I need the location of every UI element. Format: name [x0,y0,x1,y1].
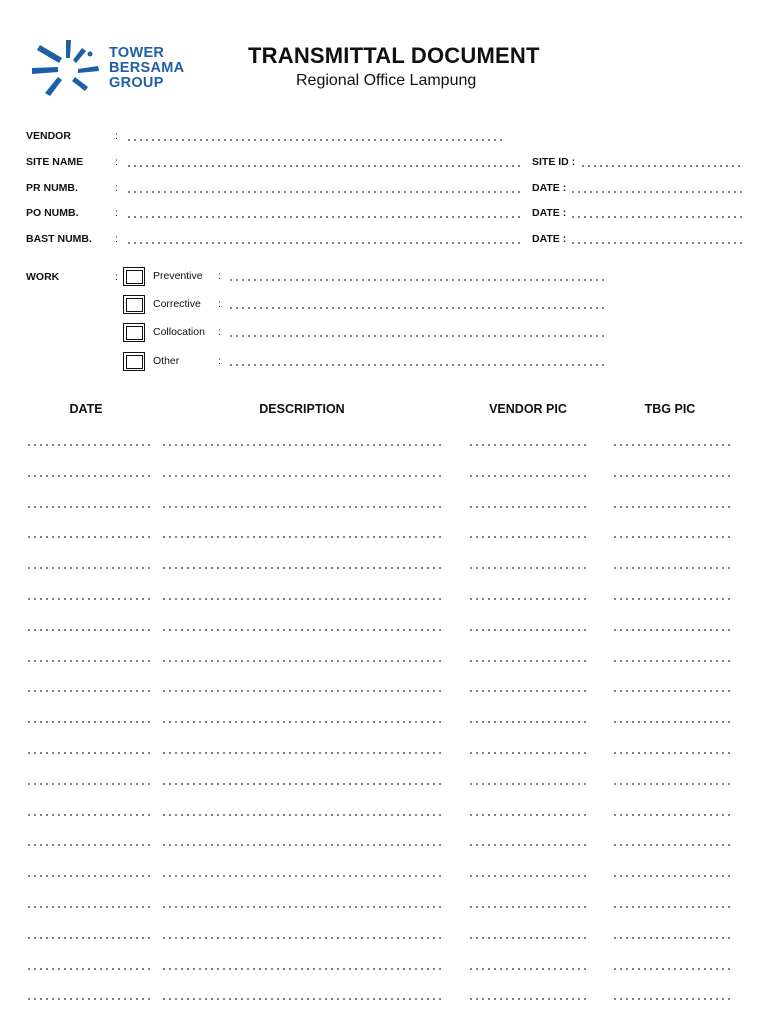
table-cell-vendor-pic[interactable] [468,844,586,846]
field-label: PR NUMB. [26,182,78,194]
document-title: TRANSMITTAL DOCUMENT [248,43,540,68]
table-cell-description[interactable] [161,629,441,631]
column-header-vendor-pic: VENDOR PIC [489,402,567,416]
table-cell-description[interactable] [161,690,441,692]
tower-bersama-logo [30,40,200,100]
table-cell-description[interactable] [161,721,441,723]
field-label: VENDOR [26,130,71,142]
table-cell-vendor-pic[interactable] [468,536,586,538]
table-cell-description[interactable] [161,937,441,939]
table-cell-description[interactable] [161,475,441,477]
field-input-line[interactable] [126,216,520,218]
table-cell-date[interactable] [26,475,150,477]
table-cell-vendor-pic[interactable] [468,968,586,970]
work-option-preventive: Preventive [153,270,203,282]
table-cell-tbg-pic[interactable] [612,475,730,477]
table-cell-tbg-pic[interactable] [612,906,730,908]
field-label: BAST NUMB. [26,233,92,245]
table-cell-vendor-pic[interactable] [468,998,586,1000]
table-cell-date[interactable] [26,906,150,908]
work-option-colon: : [218,326,221,338]
table-cell-date[interactable] [26,536,150,538]
work-option-other-line[interactable] [228,364,606,366]
table-cell-date[interactable] [26,998,150,1000]
table-cell-description[interactable] [161,444,441,446]
table-cell-description[interactable] [161,536,441,538]
table-cell-vendor-pic[interactable] [468,690,586,692]
table-cell-vendor-pic[interactable] [468,660,586,662]
work-option-colon: : [218,355,221,367]
table-cell-tbg-pic[interactable] [612,844,730,846]
table-cell-date[interactable] [26,844,150,846]
table-cell-date[interactable] [26,875,150,877]
right-field-label: DATE : [532,233,567,245]
work-label: WORK [26,271,60,283]
table-cell-description[interactable] [161,752,441,754]
table-cell-date[interactable] [26,968,150,970]
checkbox-other[interactable] [123,352,145,371]
field-input-line[interactable] [126,191,520,193]
table-cell-tbg-pic[interactable] [612,536,730,538]
logo-text-tower: TOWER [109,45,165,61]
table-cell-tbg-pic[interactable] [612,752,730,754]
column-header-description: DESCRIPTION [259,402,345,416]
work-option-colon: : [218,298,221,310]
field-colon: : [115,182,118,194]
work-option-colon: : [218,270,221,282]
table-cell-date[interactable] [26,598,150,600]
logo-text-bersama: BERSAMA [109,60,185,76]
starburst-logo-icon [30,40,102,100]
field-colon: : [115,130,118,142]
checkbox-corrective[interactable] [123,295,145,314]
table-cell-vendor-pic[interactable] [468,875,586,877]
table-cell-description[interactable] [161,998,441,1000]
table-cell-date[interactable] [26,506,150,508]
field-input-line[interactable] [126,165,520,167]
table-cell-description[interactable] [161,814,441,816]
table-cell-tbg-pic[interactable] [612,721,730,723]
table-cell-description[interactable] [161,783,441,785]
table-cell-date[interactable] [26,814,150,816]
table-cell-tbg-pic[interactable] [612,506,730,508]
table-cell-vendor-pic[interactable] [468,783,586,785]
table-cell-vendor-pic[interactable] [468,906,586,908]
table-cell-vendor-pic[interactable] [468,444,586,446]
work-colon: : [115,271,118,283]
table-cell-description[interactable] [161,660,441,662]
field-colon: : [115,207,118,219]
table-cell-vendor-pic[interactable] [468,506,586,508]
table-cell-date[interactable] [26,721,150,723]
table-cell-vendor-pic[interactable] [468,598,586,600]
field-colon: : [115,233,118,245]
table-cell-tbg-pic[interactable] [612,875,730,877]
table-cell-description[interactable] [161,968,441,970]
table-cell-description[interactable] [161,598,441,600]
logo-text-group: GROUP [109,75,164,91]
work-option-collocation-line[interactable] [228,335,606,337]
table-cell-date[interactable] [26,567,150,569]
table-cell-tbg-pic[interactable] [612,998,730,1000]
table-cell-date[interactable] [26,660,150,662]
right-field-label: SITE ID : [532,156,576,168]
field-colon: : [115,156,118,168]
work-option-collocation: Collocation [153,326,205,338]
right-field-label: DATE : [532,207,567,219]
table-cell-tbg-pic[interactable] [612,814,730,816]
work-option-preventive-line[interactable] [228,279,606,281]
table-cell-vendor-pic[interactable] [468,475,586,477]
table-cell-description[interactable] [161,506,441,508]
table-cell-date[interactable] [26,444,150,446]
table-cell-description[interactable] [161,567,441,569]
field-input-line[interactable] [126,139,506,141]
checkbox-preventive[interactable] [123,267,145,286]
table-cell-tbg-pic[interactable] [612,690,730,692]
table-cell-tbg-pic[interactable] [612,968,730,970]
field-label: SITE NAME [26,156,84,168]
table-cell-vendor-pic[interactable] [468,567,586,569]
right-field-input-line[interactable] [570,191,742,193]
table-cell-date[interactable] [26,629,150,631]
table-cell-description[interactable] [161,875,441,877]
column-header-tbg-pic: TBG PIC [644,402,696,416]
work-option-other: Other [153,355,180,367]
table-cell-tbg-pic[interactable] [612,598,730,600]
table-cell-vendor-pic[interactable] [468,937,586,939]
table-cell-date[interactable] [26,752,150,754]
table-cell-description[interactable] [161,844,441,846]
table-cell-date[interactable] [26,937,150,939]
table-cell-tbg-pic[interactable] [612,937,730,939]
table-cell-tbg-pic[interactable] [612,660,730,662]
right-field-input-line[interactable] [570,216,742,218]
work-option-corrective-line[interactable] [228,307,606,309]
table-cell-vendor-pic[interactable] [468,752,586,754]
table-cell-tbg-pic[interactable] [612,629,730,631]
right-field-label: DATE : [532,182,567,194]
table-cell-date[interactable] [26,783,150,785]
table-cell-vendor-pic[interactable] [468,629,586,631]
field-label: PO NUMB. [26,207,79,219]
table-cell-tbg-pic[interactable] [612,567,730,569]
table-cell-date[interactable] [26,690,150,692]
table-cell-vendor-pic[interactable] [468,721,586,723]
right-field-input-line[interactable] [570,242,742,244]
table-cell-tbg-pic[interactable] [612,444,730,446]
document-subtitle: Regional Office Lampung [296,72,477,89]
right-field-input-line[interactable] [580,165,742,167]
checkbox-collocation[interactable] [123,323,145,342]
work-option-corrective: Corrective [153,298,201,310]
table-cell-tbg-pic[interactable] [612,783,730,785]
field-input-line[interactable] [126,242,520,244]
column-header-date: DATE [69,402,103,416]
table-cell-description[interactable] [161,906,441,908]
table-cell-vendor-pic[interactable] [468,814,586,816]
